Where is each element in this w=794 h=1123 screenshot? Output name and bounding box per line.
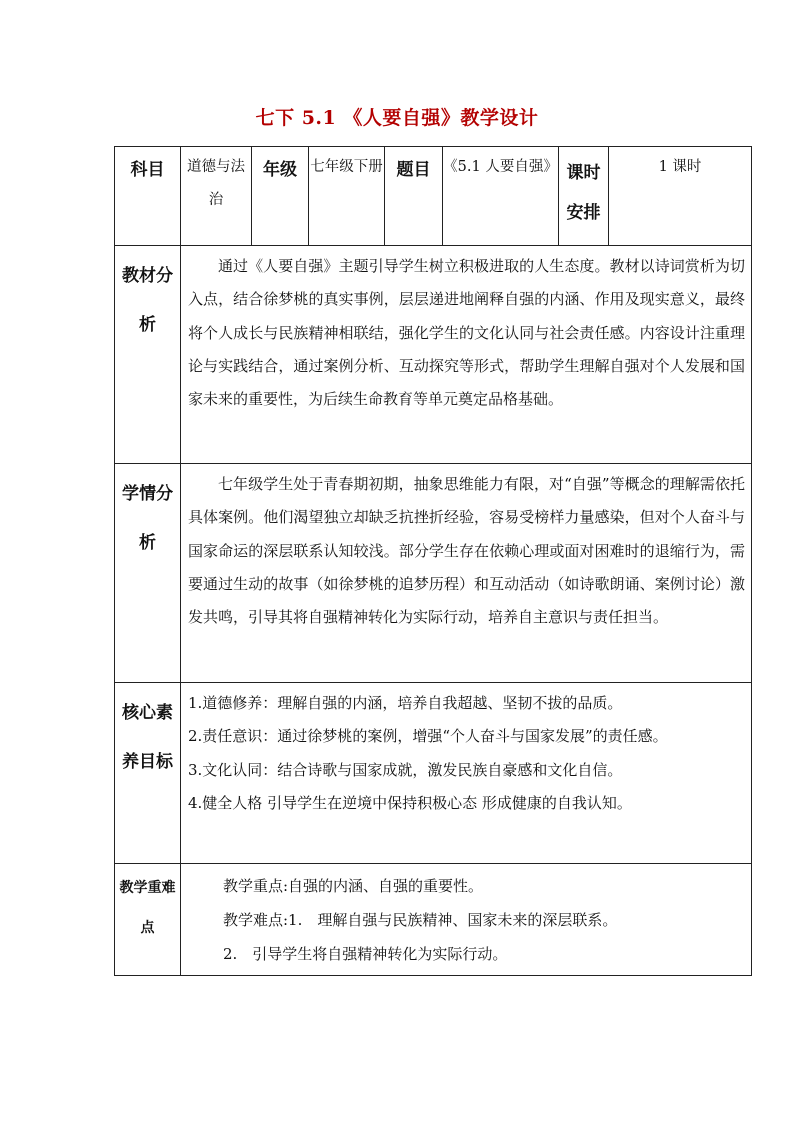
student-analysis-cell <box>181 464 752 683</box>
period-value: 1 课时 <box>609 147 752 246</box>
period-label: 课时安排 <box>559 147 609 246</box>
core-goal-item: 2.责任意识：通过徐梦桃的案例，增强“个人奋斗与国家发展”的责任感。 <box>188 727 668 746</box>
subject-value: 道德与法治 <box>181 147 252 246</box>
teaching-focus: 教学重点:自强的内涵、自强的重要性。 <box>223 877 484 895</box>
header-row <box>115 147 752 246</box>
core-goals-cell <box>181 683 752 864</box>
teaching-difficulty-2: 2. 引导学生将自强精神转化为实际行动。 <box>223 945 508 963</box>
key-points-label: 教学重难点 <box>115 864 181 976</box>
topic-label: 题目 <box>385 147 443 246</box>
core-goals-label: 核心素养目标 <box>115 683 181 864</box>
lesson-design-table <box>114 146 752 976</box>
student-analysis-row <box>115 464 752 683</box>
textbook-analysis-text: 通过《人要自强》主题引导学生树立积极进取的人生态度。教材以诗词赏析为切入点，结合徐梦桃的真实事例，层层递进地阐释自强的内涵、作用及现实意义，最终将个人成长与民族精神相联结，强化学生的文化认同与社会责任感。内容设计注重理论与实践结合，通过案例分析、互动探究等形式，帮助学生理解自强对个人发展和国家未来的重要性，为后续生命教育等单元奠定品格基础。 <box>188 257 745 409</box>
key-points-cell <box>181 864 752 976</box>
textbook-analysis-cell <box>181 246 752 464</box>
textbook-analysis-row <box>115 246 752 464</box>
core-goals-row <box>115 683 752 864</box>
document-title: 七下 5.1 《人要自强》教学设计 <box>255 107 539 129</box>
student-analysis-label: 学情分析 <box>115 464 181 683</box>
textbook-analysis-label: 教材分析 <box>115 246 181 464</box>
student-analysis-text: 七年级学生处于青春期初期，抽象思维能力有限，对“自强”等概念的理解需依托具体案例。他们渴望独立却缺乏抗挫折经验，容易受榜样力量感染，但对个人奋斗与国家命运的深层联系认知较浅。部分学生存在依赖心理或面对困难时的退缩行为，需要通过生动的故事（如徐梦桃的追梦历程）和互动活动（如诗歌朗诵、案例讨论）激发共鸣，引导其将自强精神转化为实际行动，培养自主意识与责任担当。 <box>188 475 745 627</box>
grade-value: 七年级下册 <box>309 147 385 246</box>
teaching-difficulty-1: 教学难点:1. 理解自强与民族精神、国家未来的深层联系。 <box>223 911 618 929</box>
topic-value: 《5.1 人要自强》 <box>443 147 559 246</box>
key-points-row <box>115 864 752 976</box>
core-goal-item: 1.道德修养：理解自强的内涵，培养自我超越、坚韧不拔的品质。 <box>188 694 623 712</box>
grade-label: 年级 <box>252 147 309 246</box>
core-goal-item: 3.文化认同：结合诗歌与国家成就，激发民族自豪感和文化自信。 <box>188 760 623 779</box>
subject-label: 科目 <box>115 147 181 246</box>
core-goal-item: 4.健全人格 引导学生在逆境中保持积极心态 形成健康的自我认知。 <box>188 793 632 812</box>
